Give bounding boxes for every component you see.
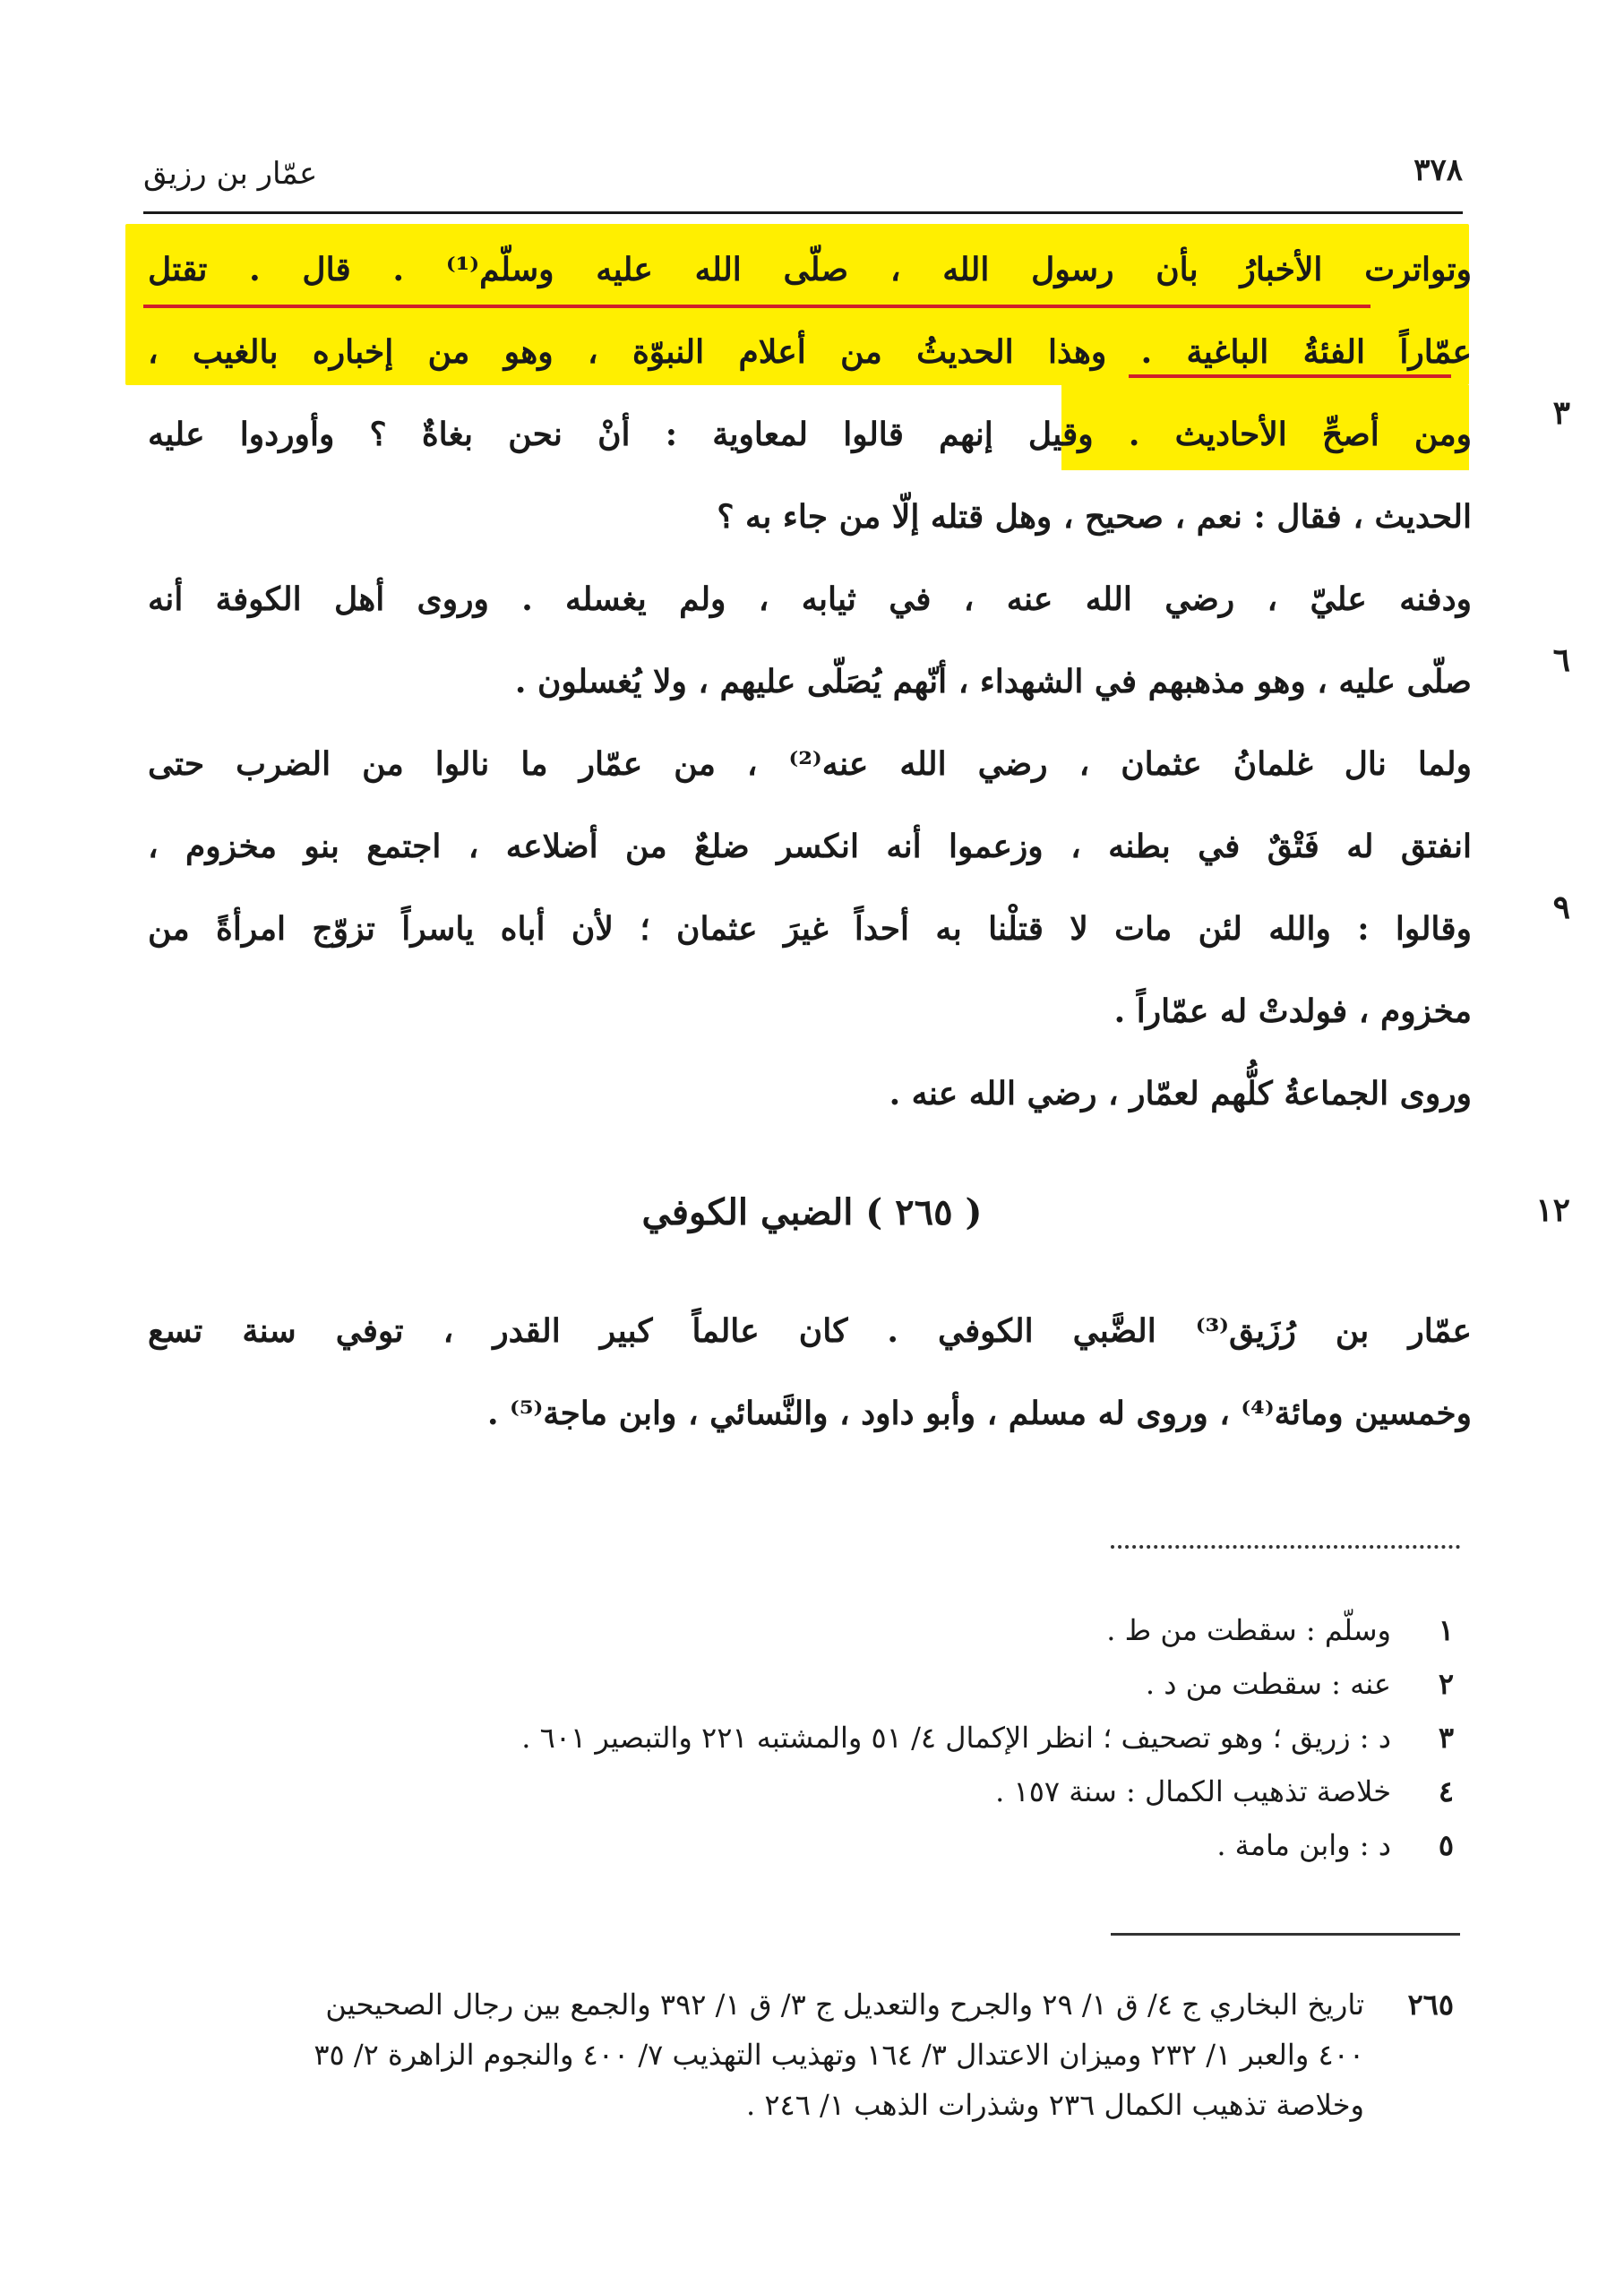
footnote (269, 1711, 1454, 1765)
text-line: انفتق له فَتْقٌ في بطنه ، وزعموا أنه انكسر ضلعٌ من أضلاعه ، اجتمع بنو مخزوم ، (148, 828, 1472, 865)
text-line: عمّار بن رُزَيق⁽³⁾ الضَّبي الكوفي . كان عالماً كبير القدر ، توفي سنة تسع (148, 1312, 1472, 1350)
line-number: ٦ (1552, 641, 1570, 679)
line-number: ٩ (1552, 889, 1570, 926)
text-line: عمّاراً الفئةُ الباغية . وهذا الحديثُ من أعلام النبوّة ، وهو من إخباره بالغيب ، (148, 333, 1472, 371)
reference-number: ٢٦٥ (1407, 1988, 1454, 2022)
text-line: وقالوا : والله لئن مات لا قتلْنا به أحداً غيرَ عثمان ؛ لأن أباه ياسراً تزوّج امرأةً من (148, 910, 1472, 948)
reference-text: ٤٠٠ والعبر ١/ ٢٣٢ وميزان الاعتدال ٣/ ١٦٤ وتهذيب التهذيب ٧/ ٤٠٠ والنجوم الزاهرة ٢/ ٣٥ (314, 2038, 1364, 2072)
text-line: ومن أصحِّ الأحاديث . وقيل إنهم قالوا لمعاوية : أنْ نحن بغاةٌ ؟ وأوردوا عليه (148, 416, 1472, 453)
footnote (269, 1603, 1454, 1657)
footnote-text: د : زريق ؛ وهو تصحيف ؛ انظر الإكمال ٤/ ٥١ والمشتبه ٢٢١ والتبصير ٦٠١ . (521, 1721, 1391, 1755)
line-number: ٣ (1552, 394, 1570, 432)
running-title: عمّار بن رزيق (143, 156, 318, 192)
text-line: ودفنه عليّ ، رضي الله عنه ، في ثيابه ، ولم يغسله . وروى أهل الكوفة أنه (148, 580, 1472, 618)
footnote (269, 1657, 1454, 1711)
footnote-text: د : وابن مامة . (1216, 1828, 1391, 1862)
references-separator (1111, 1933, 1460, 1936)
text-line: وروى الجماعةُ كلُّهم لعمّار ، رضي الله عنه . (889, 1075, 1472, 1112)
line-number: ١٢ (1535, 1191, 1570, 1229)
footnote-text: وسلّم : سقطت من ط . (1106, 1613, 1391, 1647)
reference-line (152, 2030, 1454, 2080)
main-text (148, 228, 1472, 1135)
reference-line (152, 2080, 1454, 2130)
text-line: صلّى عليه ، وهو مذهبهم في الشهداء ، أنّهم يُصَلّى عليهم ، ولا يُغسلون . (514, 663, 1472, 700)
entry-text (148, 1290, 1472, 1455)
footnote-text: خلاصة تذهيب الكمال : سنة ١٥٧ . (995, 1774, 1391, 1808)
footnote (269, 1818, 1454, 1872)
footnote-number: ٢ (1438, 1667, 1454, 1701)
footnote-number: ٤ (1438, 1774, 1454, 1808)
references (152, 1980, 1454, 2130)
footnote-text: عنه : سقطت من د . (1145, 1667, 1391, 1701)
text-line: وخمسين ومائة⁽⁴⁾ ، وروى له مسلم ، وأبو داود ، والنَّسائي ، وابن ماجة⁽⁵⁾ . (486, 1395, 1472, 1432)
reference-text: وخلاصة تذهيب الكمال ٢٣٦ وشذرات الذهب ١/ ٢٤٦ . (745, 2088, 1364, 2122)
reference-line (152, 1980, 1454, 2030)
footnote-number: ٣ (1438, 1721, 1454, 1755)
page-number: ٣٧٨ (1413, 152, 1463, 188)
text-line: وتواترت الأخبارُ بأن رسول الله ، صلّى الله عليه وسلّم⁽¹⁾ . قال . تقتل (148, 251, 1472, 288)
header-rule (143, 211, 1463, 214)
reference-text: تاريخ البخاري ج ٤/ ق ١/ ٢٩ والجرح والتعديل ج ٣/ ق ١/ ٣٩٢ والجمع بين رجال الصحيحين (325, 1988, 1364, 2022)
entry-heading: ( ٢٦٥ ) الضبي الكوفي (641, 1191, 983, 1233)
footnotes (269, 1603, 1454, 1872)
footnote-separator (1111, 1545, 1460, 1549)
text-line: ولما نال غلمانُ عثمان ، رضي الله عنه⁽²⁾ ، من عمّار ما نالوا من الضرب حتى (148, 745, 1472, 783)
page-header (143, 152, 1463, 206)
footnote (269, 1765, 1454, 1818)
text-line: مخزوم ، فولدتْ له عمّاراً . (1113, 992, 1472, 1030)
footnote-number: ٥ (1438, 1828, 1454, 1862)
text-line: الحديث ، فقال : نعم ، صحيح ، وهل قتله إلّا من جاء به ؟ (717, 498, 1472, 536)
footnote-number: ١ (1438, 1613, 1454, 1647)
